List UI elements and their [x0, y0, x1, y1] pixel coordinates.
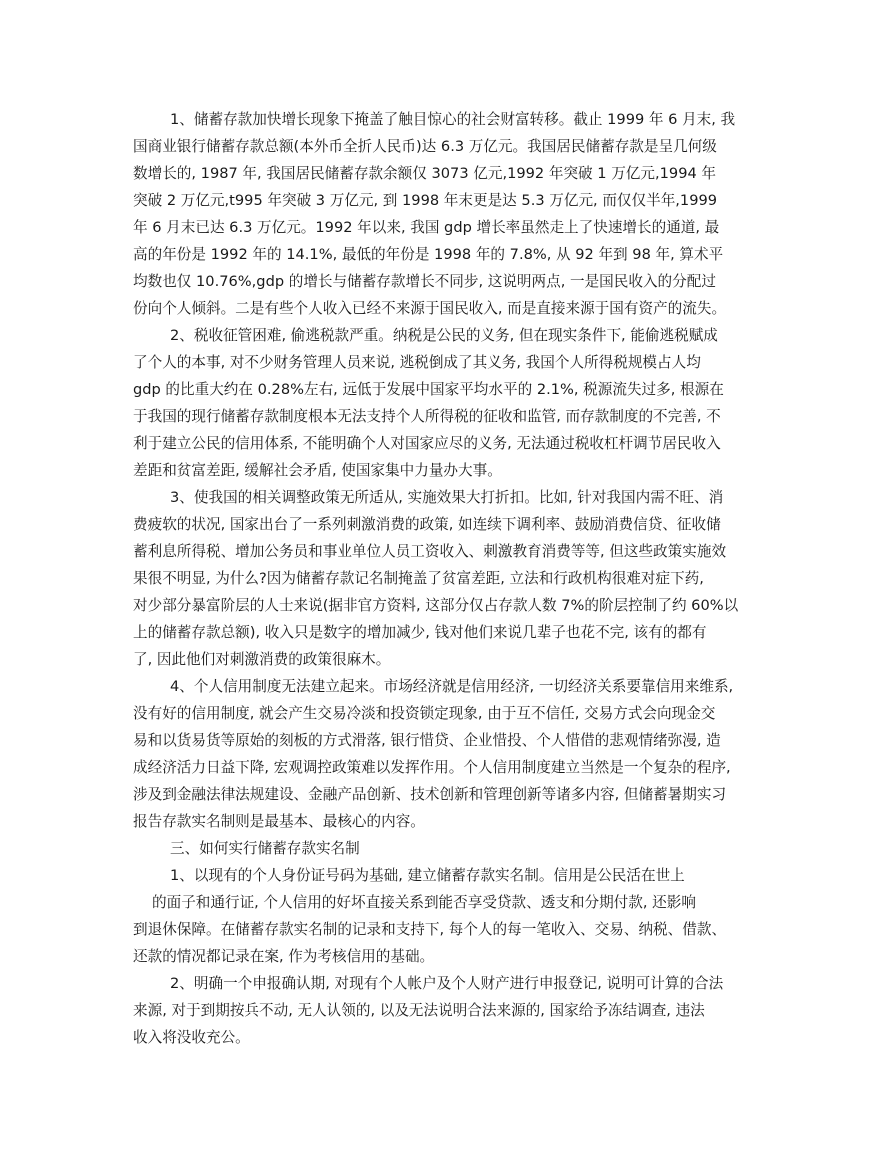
paragraph-4-line-6: 报告存款实名制则是最基本、最核心的内容。 — [133, 813, 425, 830]
paragraph-3-line-2: 费疲软的状况, 国家出台了一系列刺激消费的政策, 如连续下调利率、鼓励消费信贷、征收储 — [133, 516, 721, 533]
paragraph-3-line-6: 上的储蓄存款总额), 收入只是数字的增加减少, 钱对他们来说几辈子也花不完, 该有的都有 — [133, 624, 707, 641]
paragraph-3-line-3: 蓄利息所得税、增加公务员和事业单位人员工资收入、刺激教育消费等等, 但这些政策实施效 — [133, 543, 727, 560]
paragraph-3-line-5: 对少部分暴富阶层的人士来说(据非官方资料, 这部分仅占存款人数 7%的阶层控制了约 60%以 — [133, 597, 739, 614]
paragraph-5-line-1: 1、以现有的个人身份证号码为基础, 建立储蓄存款实名制。信用是公民活在世上 — [170, 867, 685, 884]
paragraph-4-line-4: 成经济活力日益下降, 宏观调控政策难以发挥作用。个人信用制度建立当然是一个复杂的程序, — [133, 759, 731, 776]
paragraph-4-line-2: 没有好的信用制度, 就会产生交易冷淡和投资锁定现象, 由于互不信任, 交易方式会向现金交 — [133, 705, 716, 722]
paragraph-6-line-1: 2、明确一个申报确认期, 对现有个人帐户及个人财产进行申报登记, 说明可计算的合法 — [170, 975, 724, 992]
paragraph-3-line-1: 3、使我国的相关调整政策无所适从, 实施效果大打折扣。比如, 针对我国内需不旺、消 — [170, 489, 724, 506]
paragraph-1-line-5: 年 6 月末已达 6.3 万亿元。1992 年以来, 我国 gdp 增长率虽然走上了快速增长的通道, 最 — [133, 219, 720, 236]
paragraph-1-line-3: 数增长的, 1987 年, 我国居民储蓄存款余额仅 3073 亿元,1992 年突破 1 万亿元,1994 年 — [133, 165, 716, 182]
paragraph-2-line-1: 2、税收征管困难, 偷逃税款严重。纳税是公民的义务, 但在现实条件下, 能偷逃税赋成 — [170, 327, 718, 344]
paragraph-3-line-7: 了, 因此他们对刺激消费的政策很麻木。 — [133, 651, 391, 668]
paragraph-5-line-2: 的面子和通行证, 个人信用的好坏直接关系到能否享受贷款、透支和分期付款, 还影响 — [152, 894, 696, 911]
paragraph-5-line-3: 到退休保障。在储蓄存款实名制的记录和支持下, 每个人的每一笔收入、交易、纳税、借款、 — [133, 921, 727, 938]
paragraph-1-line-7: 均数也仅 10.76%,gdp 的增长与储蓄存款增长不同步, 这说明两点, 一是国民收入的分配过 — [133, 273, 716, 290]
paragraph-2-line-2: 了个人的本事, 对不少财务管理人员来说, 逃税倒成了其义务, 我国个人所得税规模占人均 — [133, 354, 701, 371]
paragraph-4-line-1: 4、个人信用制度无法建立起来。市场经济就是信用经济, 一切经济关系要靠信用来维系, — [170, 678, 734, 695]
paragraph-4-line-5: 涉及到金融法律法规建设、金融产品创新、技术创新和管理创新等诸多内容, 但储蓄暑期实习 — [133, 786, 727, 803]
paragraph-2-line-4: 于我国的现行储蓄存款制度根本无法支持个人所得税的征收和监管, 而存款制度的不完善, 不 — [133, 408, 721, 425]
paragraph-1-line-1: 1、储蓄存款加快增长现象下掩盖了触目惊心的社会财富转移。截止 1999 年 6 月末, 我 — [170, 111, 736, 128]
paragraph-1-line-2: 国商业银行储蓄存款总额(本外币全折人民币)达 6.3 万亿元。我国居民储蓄存款是呈几何级 — [133, 138, 717, 155]
paragraph-1-line-4: 突破 2 万亿元,t995 年突破 3 万亿元, 到 1998 年末更是达 5.3 万亿元, 而仅仅半年,1999 — [133, 192, 718, 209]
paragraph-3-line-4: 果很不明显, 为什么?因为储蓄存款记名制掩盖了贫富差距, 立法和行政机构很难对症下药, — [133, 570, 704, 587]
paragraph-6-line-2: 来源, 对于到期按兵不动, 无人认领的, 以及无法说明合法来源的, 国家给予冻结调查, 违法 — [133, 1002, 705, 1019]
section-heading: 三、如何实行储蓄存款实名制 — [170, 840, 360, 857]
paragraph-1-line-6: 高的年份是 1992 年的 14.1%, 最低的年份是 1998 年的 7.8%, 从 92 年到 98 年, 算术平 — [133, 246, 724, 263]
paragraph-1-line-8: 份向个人倾斜。二是有些个人收入已经不来源于国民收入, 而是直接来源于国有资产的流失。 — [133, 300, 727, 317]
paragraph-4-line-3: 易和以货易货等原始的刻板的方式滑落, 银行惜贷、企业惜投、个人惜借的悲观情绪弥漫, 造 — [133, 732, 721, 749]
paragraph-2-line-6: 差距和贫富差距, 缓解社会矛盾, 使国家集中力量办大事。 — [133, 462, 502, 479]
paragraph-2-line-5: 利于建立公民的信用体系, 不能明确个人对国家应尽的义务, 无法通过税收杠杆调节居民收入 — [133, 435, 721, 452]
paragraph-6-line-3: 收入将没收充公。 — [133, 1029, 250, 1046]
paragraph-5-line-4: 还款的情况都记录在案, 作为考核信用的基础。 — [133, 948, 435, 965]
paragraph-2-line-3: gdp 的比重大约在 0.28%左右, 远低于发展中国家平均水平的 2.1%, 税源流失过多, 根源在 — [133, 381, 724, 398]
